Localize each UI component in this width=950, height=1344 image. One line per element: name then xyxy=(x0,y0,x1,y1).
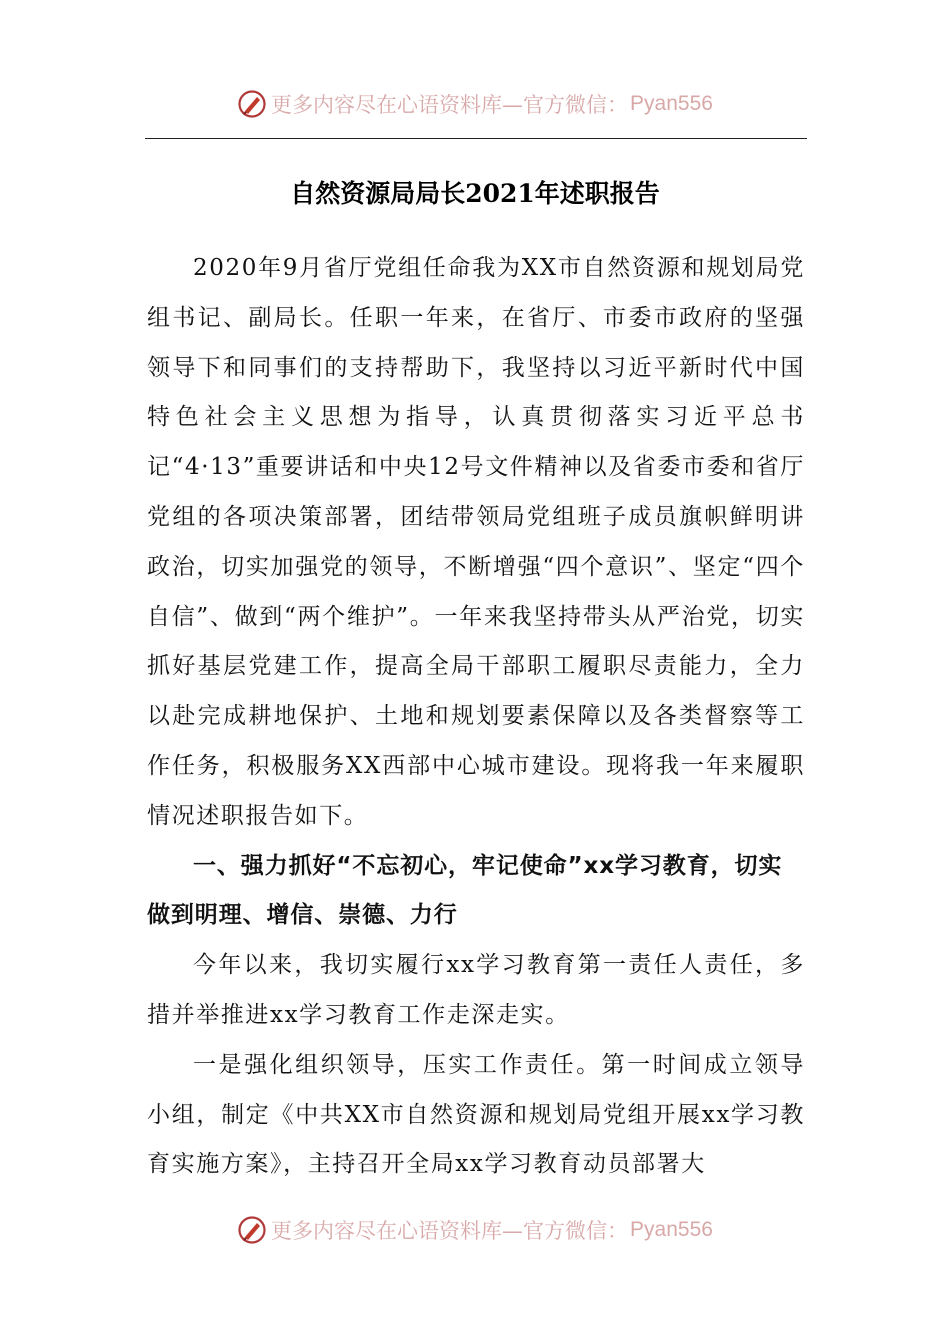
document-title: 自然资源局局长2021年述职报告 xyxy=(290,179,660,208)
watermark-wechat-id: Pyan556 xyxy=(630,1218,713,1241)
watermark-wechat-id: Pyan556 xyxy=(630,92,713,115)
paragraph-intro: 2020年9月省厅党组任命我为XX市自然资源和规划局党组书记、副局长。任职一年来，在省厅、市委市政府的坚强领导下和同事们的支持帮助下，我坚持以习近平新时代中国特色社会主义思想为指导，认真贯彻落实习近平总书记“4·13”重要讲话和中央12号文件精神以及省委市委和省厅党组的各项决策部署，团结带领局党组班子成员旗帜鲜明讲政治，切实加强党的领导，不断增强“四个意识”、坚定“四个自信”、做到“两个维护”。一年来我坚持带头从严治党，切实抓好基层党建工作，提高全局干部职工履职尽责能力，全力以赴完成耕地保护、土地和规划要素保障以及各类督察等工作任务，积极服务XX西部中心城市建设。现将我一年来履职情况述职报告如下。 xyxy=(147,255,805,829)
watermark-text: 更多内容尽在心语资料库—官方微信： xyxy=(271,93,629,117)
document-body xyxy=(147,244,805,1190)
pen-logo-icon xyxy=(237,89,267,119)
pen-logo-icon xyxy=(237,1215,267,1245)
header-watermark xyxy=(0,84,950,124)
footer-watermark xyxy=(0,1210,950,1250)
header-rule xyxy=(145,138,807,139)
paragraph-section-1-point-1: 一是强化组织领导，压实工作责任。第一时间成立领导小组，制定《中共XX市自然资源和规划局党组开展xx学习教育实施方案》，主持召开全局xx学习教育动员部署大 xyxy=(147,1051,805,1178)
watermark-text: 更多内容尽在心语资料库—官方微信： xyxy=(271,1219,629,1243)
paragraph-section-1-intro: 今年以来，我切实履行xx学习教育第一责任人责任，多措并举推进xx学习教育工作走深走实。 xyxy=(147,952,805,1028)
section-heading-1: 一、强力抓好“不忘初心，牢记使命”xx学习教育，切实做到明理、增信、崇德、力行 xyxy=(147,852,783,929)
